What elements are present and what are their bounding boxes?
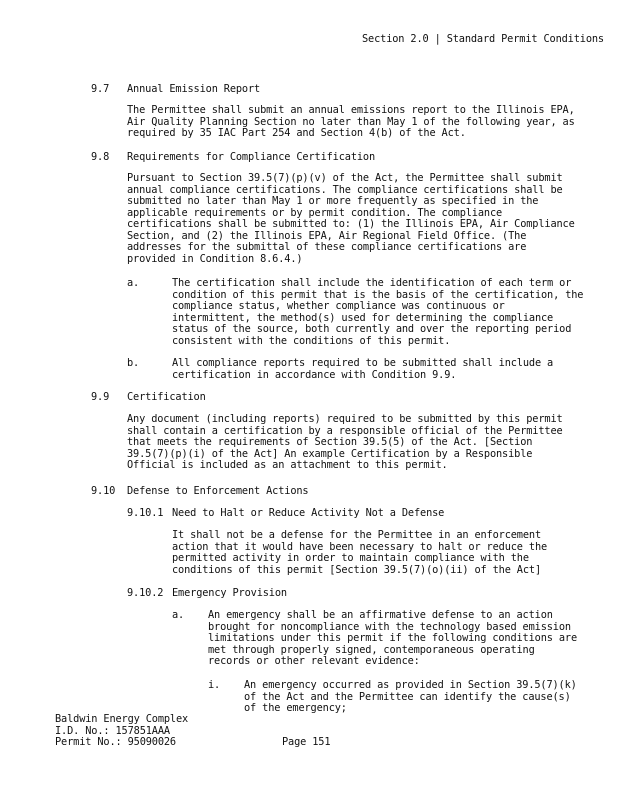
section-9-10-1-body xyxy=(172,530,547,576)
emergency-item-a-body xyxy=(208,610,577,668)
body-line: shall contain a certification by a responsible official of the Permittee xyxy=(127,424,563,437)
footer-facility-name: Baldwin Energy Complex xyxy=(55,713,189,725)
body-line: status of the source, both currently and over the reporting period xyxy=(172,323,572,335)
section-9-7-title: Annual Emission Report xyxy=(127,83,261,95)
item-b-body xyxy=(172,358,553,381)
body-line: Pursuant to Section 39.5(7)(p)(v) of the Act, the Permittee shall submit xyxy=(127,172,563,184)
section-9-9-number: 9.9 xyxy=(91,391,110,403)
footer-permit-number: Permit No.: 95090026 xyxy=(55,736,176,748)
body-line: condition of this permit that is the basis of the certification, the xyxy=(172,288,584,301)
body-line: intermittent, the method(s) used for determining the compliance xyxy=(172,311,554,324)
body-line: Official is included as an attachment to this permit. xyxy=(127,459,448,471)
body-line: certifications shall be submitted to: (1) the Illinois EPA, Air Compliance xyxy=(127,218,575,230)
body-line: that meets the requirements of Section 39.5(5) of the Act. [Section xyxy=(127,436,533,448)
body-line: of the emergency; xyxy=(244,702,347,714)
body-line: limitations under this permit if the following conditions are xyxy=(208,632,578,644)
section-9-8-number: 9.8 xyxy=(91,151,110,163)
item-a-label: a. xyxy=(172,609,185,621)
body-line: submitted no later than May 1 or more frequently as specified in the xyxy=(127,195,539,207)
body-line: met through properly signed, contemporaneous operating xyxy=(208,643,535,656)
body-line: of the Act and the Permittee can identify the cause(s) xyxy=(244,690,571,703)
section-9-10-number: 9.10 xyxy=(91,485,116,497)
section-9-9-title: Certification xyxy=(127,391,206,403)
body-line: permitted activity in order to maintain compliance with the xyxy=(172,552,529,564)
body-line: addresses for the submittal of these compliance certifications are xyxy=(127,241,527,253)
section-9-8-title: Requirements for Compliance Certification xyxy=(127,151,376,163)
body-line: 39.5(7)(p)(i) of the Act] An example Certification by a Responsible xyxy=(127,447,533,460)
body-line: certification in accordance with Condition 9.9. xyxy=(172,368,457,381)
section-header: Section 2.0 | Standard Permit Conditions xyxy=(362,33,604,45)
body-line: annual compliance certifications. The compliance certifications shall be xyxy=(127,183,563,196)
section-9-10-2-number: 9.10.2 xyxy=(127,587,164,599)
item-b-label: b. xyxy=(127,357,140,369)
section-9-7-body xyxy=(127,105,575,140)
item-i-label: i. xyxy=(208,679,221,691)
body-line: action that it would have been necessary to halt or reduce the xyxy=(172,540,548,553)
emergency-item-i-body xyxy=(244,680,577,715)
body-line: It shall not be a defense for the Permittee in an enforcement xyxy=(172,529,542,541)
body-line: An emergency occurred as provided in Section 39.5(7)(k) xyxy=(244,679,577,691)
body-line: compliance status, whether compliance was continuous or xyxy=(172,300,505,312)
section-9-8-body xyxy=(127,173,575,265)
section-9-10-1-title: Need to Halt or Reduce Activity Not a Defense xyxy=(172,507,445,519)
body-line: conditions of this permit [Section 39.5(7)(o)(ii) of the Act] xyxy=(172,563,542,576)
body-line: brought for noncompliance with the technology based emission xyxy=(208,620,571,633)
footer-id-number: I.D. No.: 157851AAA xyxy=(55,724,170,737)
body-line: provided in Condition 8.6.4.) xyxy=(127,252,303,265)
section-9-10-1-number: 9.10.1 xyxy=(127,507,164,519)
section-9-9-body xyxy=(127,414,563,472)
item-a-body xyxy=(172,278,583,347)
body-line: An emergency shall be an affirmative defense to an action xyxy=(208,609,553,621)
body-line: The Permittee shall submit an annual emissions report to the Illinois EPA, xyxy=(127,104,575,116)
body-line: Air Quality Planning Section no later than May 1 of the following year, as xyxy=(127,115,575,128)
body-line: consistent with the conditions of this permit. xyxy=(172,334,451,347)
section-9-10-title: Defense to Enforcement Actions xyxy=(127,485,309,497)
section-9-7-number: 9.7 xyxy=(91,83,110,95)
body-line: applicable requirements or by permit condition. The compliance xyxy=(127,206,503,219)
body-line: required by 35 IAC Part 254 and Section 4(b) of the Act. xyxy=(127,127,466,139)
section-9-10-2-title: Emergency Provision xyxy=(172,587,287,599)
body-line: All compliance reports required to be submitted shall include a xyxy=(172,357,554,369)
body-line: Section, and (2) the Illinois EPA, Air Regional Field Office. (The xyxy=(127,229,527,242)
body-line: Any document (including reports) required to be submitted by this permit xyxy=(127,413,563,425)
body-line: records or other relevant evidence: xyxy=(208,655,420,667)
page-number: Page 151 xyxy=(282,736,331,748)
item-a-label: a. xyxy=(127,277,140,289)
footer-info xyxy=(55,714,188,749)
body-line: The certification shall include the identification of each term or xyxy=(172,277,572,289)
